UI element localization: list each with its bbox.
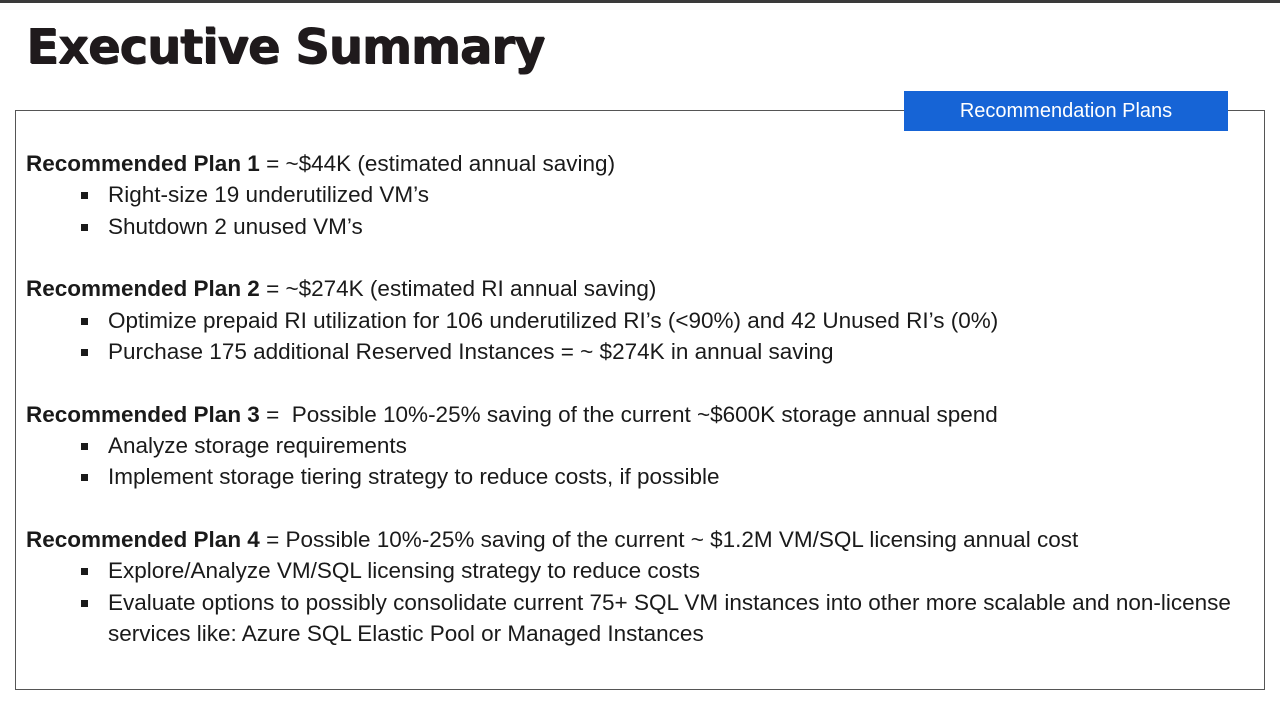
square-bullet-icon [81, 349, 88, 356]
list-item [26, 461, 1261, 492]
plan-bullets [26, 305, 1261, 368]
square-bullet-icon [81, 568, 88, 575]
list-item-text: Purchase 175 additional Reserved Instances = ~ $274K in annual saving [108, 338, 834, 364]
plan-equals: = [259, 151, 286, 176]
square-bullet-icon [81, 192, 88, 199]
recommendation-plans-badge: Recommendation Plans [904, 91, 1228, 131]
list-item-text: Shutdown 2 unused VM’s [108, 213, 363, 239]
list-item [26, 179, 1261, 210]
top-rule [0, 0, 1280, 3]
plan-equals: = [259, 276, 286, 302]
plan-3 [26, 399, 1261, 493]
square-bullet-icon [81, 600, 88, 607]
list-item [26, 430, 1261, 461]
plan-summary: ~$44K (estimated annual saving) [285, 151, 616, 176]
list-item [26, 555, 1261, 586]
plan-bullets [26, 555, 1261, 649]
plan-heading [26, 399, 1261, 430]
square-bullet-icon [81, 443, 88, 450]
page-title: Executive Summary [26, 19, 545, 75]
plan-1 [26, 148, 1261, 242]
list-item-text: Implement storage tiering strategy to reduce costs, if possible [108, 464, 720, 490]
plan-summary: Possible 10%-25% saving of the current ~$600K storage annual spend [291, 401, 998, 427]
square-bullet-icon [81, 224, 88, 231]
plan-heading [26, 524, 1261, 555]
plan-label: Recommended Plan 3 [26, 401, 260, 427]
list-item-text: Analyze storage requirements [108, 433, 407, 459]
plan-summary: Possible 10%-25% saving of the current ~ $1.2M VM/SQL licensing annual cost [285, 527, 1079, 553]
plan-equals: = [259, 401, 292, 427]
plan-label: Recommended Plan 2 [26, 276, 260, 302]
plan-bullets [26, 430, 1261, 493]
plan-heading [26, 273, 1261, 304]
square-bullet-icon [81, 318, 88, 325]
plan-2 [26, 273, 1261, 367]
list-item-text: Explore/Analyze VM/SQL licensing strategy to reduce costs [108, 558, 700, 584]
list-item [26, 587, 1261, 650]
plan-bullets [26, 179, 1261, 242]
list-item [26, 305, 1261, 336]
plans-list [26, 148, 1261, 649]
list-item [26, 211, 1261, 242]
list-item-text: Right-size 19 underutilized VM’s [108, 182, 429, 208]
list-item [26, 336, 1261, 367]
plan-4 [26, 524, 1261, 649]
plan-equals: = [259, 527, 286, 553]
plan-heading [26, 148, 1261, 179]
plan-label: Recommended Plan 1 [26, 151, 260, 176]
square-bullet-icon [81, 474, 88, 481]
plan-label: Recommended Plan 4 [26, 527, 260, 553]
plan-summary: ~$274K (estimated RI annual saving) [285, 276, 657, 302]
list-item-text: Optimize prepaid RI utilization for 106 underutilized RI’s (<90%) and 42 Unused RI’s (0%) [108, 307, 999, 333]
list-item-text: Evaluate options to possibly consolidate current 75+ SQL VM instances into other more scalable and non-license services like: Azure SQL Elastic Pool or Managed Instances [108, 589, 1231, 647]
